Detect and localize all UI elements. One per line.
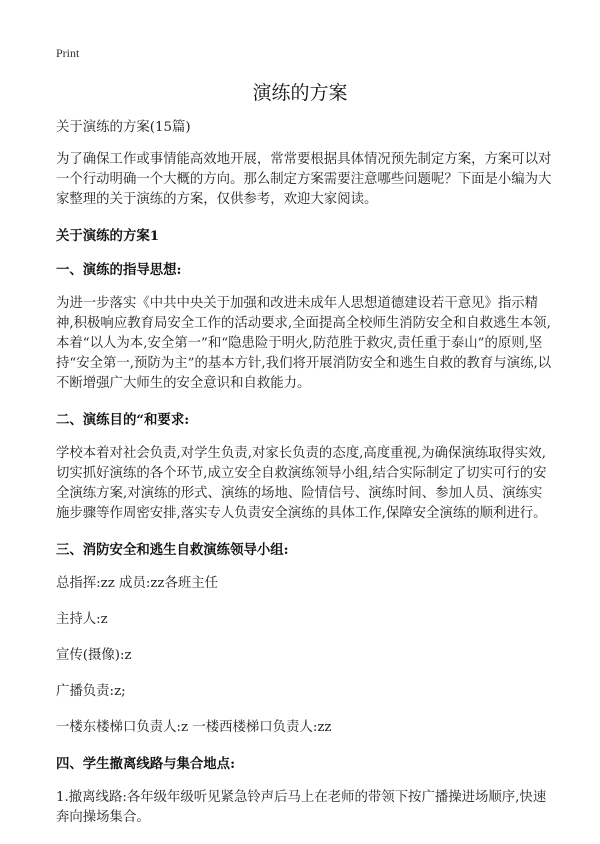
section-1-paragraph: 为进一步落实《中共中央关于加强和改进未成年人思想道德建设若干意见》指示精神,积极响应教育局安全工作的活动要求,全面提高全校师生消防安全和自救逃生本领,本着“以人为本,安全第一”和“隐患险于明火,防范胜于救灾,责任重于泰山”的原则,坚持“安全第一,预防为主”的基本方针,我们将开展消防安全和逃生自救的教育与演练,以不断增强广大师生的安全意识和自救能力。 (56, 296, 552, 391)
doc-subtitle: 关于演练的方案(15篇) (56, 120, 191, 135)
staff-line: 总指挥:zz 成员:zz各班主任 (56, 576, 219, 591)
section-2-paragraph: 学校本着对社会负责,对学生负责,对家长负责的态度,高度重视,为确保演练取得实效,切实抓好演练的各个环节,成立安全自救演练领导小组,结合实际制定了切实可行的安全演练方案,对演练的形式、演练的场地、险情信号、演练时间、参加人员、演练实施步骤等作周密安排,落实专人负责安全演练的具体工作,保障安全演练的顺利进行。 (56, 446, 547, 521)
page-title: 演练的方案 (252, 82, 348, 104)
staff-line: 主持人:z (56, 612, 108, 627)
section-4-paragraph: 1.撤离线路:各年级年级听见紧急铃声后马上在老师的带领下按广播操进场顺序,快速奔向操场集合。 (56, 790, 547, 825)
staff-line: 宣传(摄像):z (56, 648, 132, 663)
section-main-heading: 关于演练的方案1 (56, 228, 160, 244)
print-link[interactable]: Print (56, 46, 80, 60)
document-body (56, 118, 552, 844)
section-3-heading: 三、消防安全和逃生自救演练领导小组: (56, 542, 289, 558)
staff-line: 广播负责:z; (56, 684, 126, 699)
staff-line: 一楼东楼梯口负责人:z 一楼西楼梯口负责人:zz (56, 720, 332, 735)
intro-paragraph: 为了确保工作或事情能高效地开展，常常要根据具体情况预先制定方案，方案可以对一个行动明确一个大概的方向。那么制定方案需要注意哪些问题呢？下面是小编为大家整理的关于演练的方案，仅供参考，欢迎大家阅读。 (56, 152, 552, 207)
section-4-heading: 四、学生撤离线路与集合地点: (56, 756, 236, 772)
section-2-heading: 二、演练目的“和要求: (56, 412, 190, 428)
section-1-heading: 一、演练的指导思想: (56, 262, 182, 278)
